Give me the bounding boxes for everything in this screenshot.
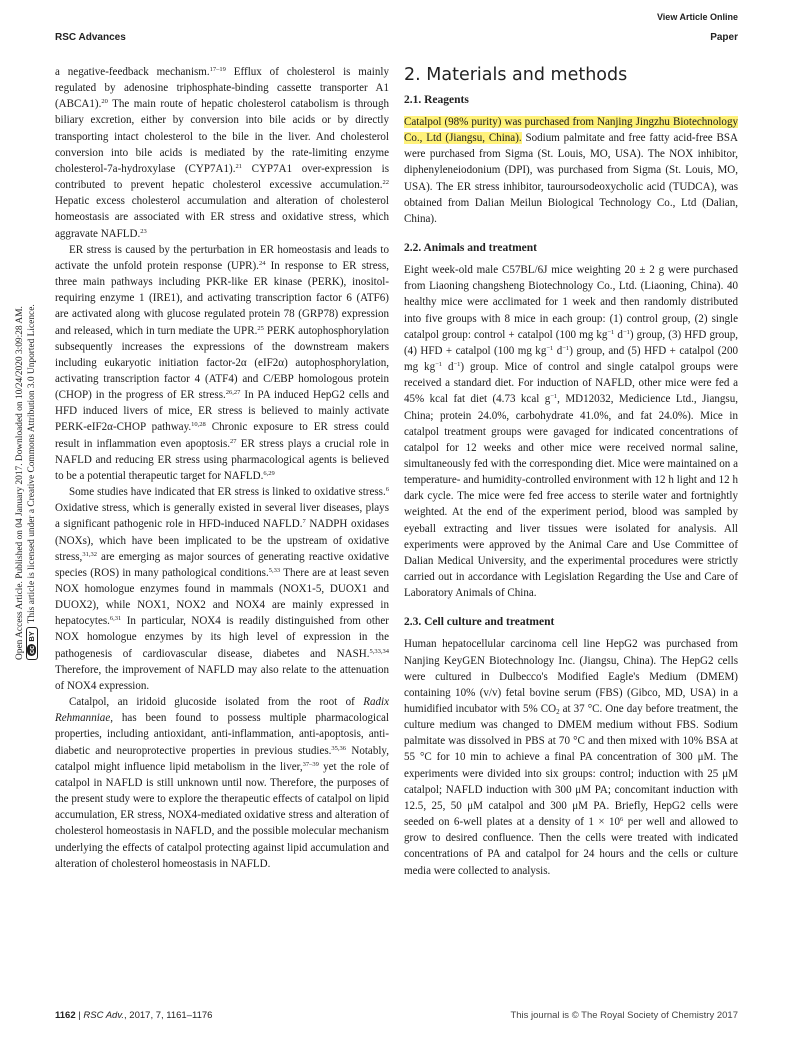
open-access-line-1: Open Access Article. Published on 04 January 2017. Downloaded on 10/24/2020 3:09:28 AM. xyxy=(15,306,25,660)
paragraph: Human hepatocellular carcinoma cell line HepG2 was purchased from Nanjing KeyGEN Biotechnology Inc. (Jiangsu, China). The HepG2 cells were cultured in Dulbecco's Modified Eagle's Medium (DMEM) containing 10% (v/v) fetal bovine serum (FBS) (Gibco, MD, USA) in a humidified incubator with 5% $CO_2$ at 37 °C. One day before treatment, the culture medium was changed to DMEM medium without FBS. Sodium palmitate was dissolved in PBS at 70 °C and then mixed with 10% BSA at 55 °C for 10 min to achieve a final PA concentration of 300 μM. The experiments were divided into six groups: control; induction with 25 μM catalpol; NAFLD induction with 300 μM PA; concomitant induction with 12.5, 25, 50 μM catalpol and 300 μM PA. Briefly, HepG2 cells were seeded on 6-well plates at a density of $1 \times 10^6$ per well and allowed to grow to desired confluence. Then the cells were treated with indicated concentrations of PA and catalpol for 24 hours and the cells or culture media were collected to analysis. xyxy=(404,638,739,877)
citation-ref[interactable]: 37–39 xyxy=(302,760,319,768)
citation-ref[interactable]: 6,31 xyxy=(109,615,122,623)
paragraph: ER stress is caused by the perturbation in ER homeostasis and leads to activate the unfold protein response (UPR).$^{24}$ In response to ER stress, three main pathways including PKR-like ER kinase (PERK), inositol-requiring enzyme 1 (IRE1), and activating transcription factor 6 (ATF6) are activated along with glucose regulated protein 78 (GRP78) expression and released, which in turn mediate the UPR.$^{25}$ PERK autophosphorylation subsequently increases the expressions of the downstream makers including eukaryotic initiation factor-2α (eIF2α) autophosphorylation, activating transcription factor 4 (ATF4) and C/EBP homologous protein (CHOP) in the progress of ER stress.$^{26,27}$ In PA induced HepG2 cells and HFD induced livers of mice, ER stress is believed to mainly activate PERK-eIF2α-CHOP pathway.$^{10,28}$ Chronic exposure to ER stress could result in inflammation even apoptosis.$^{27}$ ER stress plays a crucial role in NAFLD and reducing ER stress using pharmacological agents is believed to be a potential therapeutic target for NAFLD.$^{6,29}$ xyxy=(55,243,390,482)
page-number: 1162 xyxy=(55,1010,76,1021)
subsection-heading: 2.1. Reagents xyxy=(404,94,469,106)
citation-ref[interactable]: 5,33,34 xyxy=(369,647,389,655)
citation-ref[interactable]: 21 xyxy=(235,162,242,170)
open-access-line-2: ccBYThis article is licensed under a Creative Commons Attribution 3.0 Unported Licence. xyxy=(26,304,38,660)
cc-by-icon[interactable]: ccBY xyxy=(26,627,38,660)
footer-copyright: This journal is © The Royal Society of Chemistry 2017 xyxy=(510,1010,738,1021)
citation-ref[interactable]: 24 xyxy=(258,259,266,267)
citation-ref[interactable]: 35,36 xyxy=(331,744,347,752)
citation-ref[interactable]: 22 xyxy=(382,179,389,187)
paragraph: Catalpol, an iridoid glucoside isolated from the root of Radix Rehmanniae, has been found to possess multiple pharmacological properties, including antioxidant, anti-inflammation, anti-apoptosis, anti-diabetic and neuroprotective properties in previous studies.$^{35,36}$ Notably, catalpol might influence lipid metabolism in the liver,$^{37-39}$ yet the role of catalpol in NAFLD is still unknown until now. Therefore, the purposes of the present study were to explore the therapeutic effects of catalpol on lipid accumulation, ER stress, NOX4-mediated oxidative stress and alteration of cholesterol homeostasis in NAFLD, and the possible molecular mechanism underlying the effects of catalpol protecting against lipid accumulation and alteration of cholesterol homeostasis in NAFLD. xyxy=(55,696,390,870)
citation-ref[interactable]: 27 xyxy=(230,437,237,445)
citation-ref[interactable]: 5,33 xyxy=(268,566,281,574)
citation-ref[interactable]: 17–19 xyxy=(209,66,226,73)
citation-ref[interactable]: 10,28 xyxy=(191,421,206,429)
highlighted-text[interactable]: Catalpol (98% purity) was purchased from Nanjing Jingzhu Biotechnology Co., Ltd (Jiangsu, China). xyxy=(404,116,738,145)
subsection-heading: 2.2. Animals and treatment xyxy=(404,242,537,255)
view-article-online-link[interactable]: View Article Online xyxy=(656,12,738,22)
citation-ref[interactable]: 23 xyxy=(140,227,147,235)
journal-running-head: RSC Advances xyxy=(55,32,126,43)
citation-ref[interactable]: 6,29 xyxy=(263,469,275,477)
subsection-heading: 2.3. Cell culture and treatment xyxy=(404,616,555,629)
left-column xyxy=(55,64,389,872)
section-heading: 2. Materials and methods xyxy=(404,65,628,85)
citation-ref[interactable]: 31,32 xyxy=(82,550,97,558)
right-column xyxy=(404,64,738,879)
paragraph: Some studies have indicated that ER stress is linked to oxidative stress.$^6$ Oxidative stress, which is generally existed in several liver diseases, plays a significant pathogenic role in HFD-induced NAFLD.$^7$ NADPH oxidases (NOXs), which have been implicated to be the upstream of oxidative stress,$^{31,32}$ are emerging as major sources of generating reactive oxidative species (ROS) in many pathological conditions.$^{5,33}$ There are at least seven NOX homologue enzymes found in mammals (NOX1-5, DUOX1 and DUOX2), while NOX1, NOX2 and NOX4 are mainly expressed in hepatocytes.$^{6,31}$ In particular, NOX4 is readily distinguished from other NOX homologue enzymes by its high level of expression in the pathogenesis of cardiovascular disease, diabetes and NASH.$^{5,33,34}$ Therefore, the improvement of NAFLD may also relate to the attenuation of NOX4 expression. xyxy=(55,486,390,692)
citation-ref[interactable]: 6 xyxy=(385,486,389,494)
footer-citation: 1162 | RSC Adv., 2017, 7, 1161–1176 xyxy=(55,1010,213,1021)
citation-ref[interactable]: 7 xyxy=(302,518,306,526)
citation-ref[interactable]: 25 xyxy=(257,324,264,332)
paragraph: a negative-feedback mechanism.$^{17-19}$ Efflux of cholesterol is mainly regulated by adenosine triphosphate-binding cassette transporter A1 (ABCA1).$^{20}$ The main route of hepatic cholesterol catabolism is through biliary excretion, either by conversion into bile acids or by directly transporting intact cholesterol to the bile in the liver. And cholesterol conversion into bile acids is mediated by the rate-limiting enzyme cholesterol-7a-hydroxylase (CYP7A1).$^{21}$ CYP7A1 over-expression is contributed to prevent hepatic cholesterol excessive accumulation.$^{22}$ Hepatic excess cholesterol accumulation and alteration of cholesterol homeostasis are associated with ER stress and oxidative stress, which aggravate NAFLD.$^{23}$ xyxy=(55,66,390,240)
paragraph: Eight week-old male C57BL/6J mice weighting 20 ± 2 g were purchased from Liaoning changsheng Biotechnology Co., Ltd. (Liaoning, China). 40 healthy mice were acclimated for 1 week and then randomly distributed into five groups with 8 mice in each group: (1) control group, (2) single catalpol group: control + catalpol (100 mg $kg^{-1}$ $d^{-1}$) group, (3) HFD group, (4) HFD + catalpol (100 mg $kg^{-1}$ $d^{-1}$) group, and (5) HFD + catalpol (200 mg $kg^{-1}$ $d^{-1}$) group. Mice of control and single catalpol groups were received a standard diet. For induction of NAFLD, other mice were fed a 45% kcal fat diet (4.73 kcal $g^{-1}$, MD12032, Medicience Ltd., Jiangsu, China; protein 24.0%, carbohydrate 41.0%, and fat 24.0%). Mice in catalpol treatment groups were gavaged for indicated concentrations of catalpol for 12 weeks and other mice were received normal saline, simultaneously fed with the corresponding diet. Mice were maintained on a temperature- and humidity-controlled environment with 12 h light and 12 h dark cycle. The mice were fed free access to sterile water and fortnightly weighted. At the end of the experiment period, blood was sampled by eyeball extracting and liver tissues were isolated for analysis. All experiments were approved by the Animal Care and Use Committee of Dalian Medical University, and the experimental procedures were strictly carried out in accordance with Legislation Regarding the Use and Care of Laboratory Animals of China. xyxy=(404,264,739,600)
citation-ref[interactable]: 26,27 xyxy=(225,389,241,397)
section-running-head: Paper xyxy=(710,32,738,43)
citation-ref[interactable]: 20 xyxy=(101,98,108,106)
paragraph: Catalpol (98% purity) was purchased from Nanjing Jingzhu Biotechnology Co., Ltd (Jiangsu, China). Sodium palmitate and free fatty acid-free BSA were purchased from Sigma (St. Louis, MO, USA). The NOX inhibitor, diphenyleneiodonium (DPI), was purchased from Sigma (St. Louis, MO, USA). The ER stress inhibitor, tauroursodeoxycholic acid (TUDCA), was obtained from Dalian Meilun Biological Technology Co., Ltd (Dalian, China). xyxy=(404,116,739,225)
